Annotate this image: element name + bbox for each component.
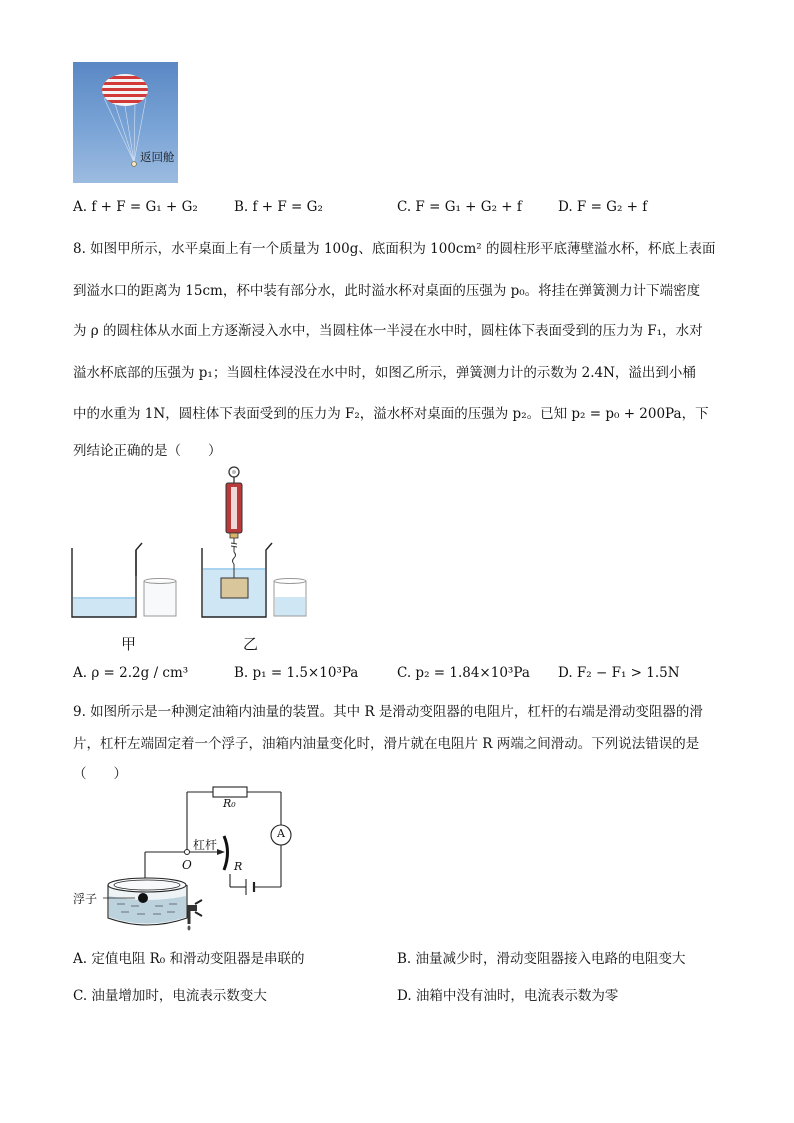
figure-label-yi: 乙	[243, 635, 259, 653]
cylinder-block	[221, 578, 248, 598]
q8-line-5: 中的水重为 1N，圆柱体下表面受到的压力为 F₂，溢水杯对桌面的压强为 p₂。已知 p₂ = p₀ + 200Pa，下	[73, 406, 709, 422]
r0-resistor	[213, 787, 247, 797]
q8-line-4: 溢水杯底部的压强为 p₁；当圆柱体浸没在水中时，如图乙所示，弹簧测力计的示数为 2.4N，溢出到小桶	[73, 365, 696, 381]
q9-line-3: （ ）	[73, 766, 127, 782]
jia-overflow-cup	[72, 543, 142, 617]
q7-option-b: B. f + F = G₂	[234, 199, 323, 215]
capsule-label: 返回舱	[140, 150, 175, 164]
q8-option-a: A. ρ = 2.2g / cm³	[73, 665, 189, 681]
yi-small-bucket	[274, 579, 306, 617]
q8-line-6: 列结论正确的是（ ）	[73, 443, 222, 459]
q7-option-c: C. F = G₁ + G₂ + f	[397, 199, 522, 215]
q8-line-2: 到溢水口的距离为 15cm，杯中装有部分水，此时溢水杯对桌面的压强为 p₀。将挂在弹簧测力计下端密度	[73, 283, 701, 299]
jia-small-bucket	[144, 579, 176, 617]
pivot-label: O	[182, 858, 192, 872]
q8-line-1: 8. 如图甲所示，水平桌面上有一个质量为 100g、底面积为 100cm² 的圆柱形平底薄壁溢水杯，杯底上表面	[73, 241, 716, 257]
float-label: 浮子	[73, 892, 98, 906]
q8-option-d: D. F₂ − F₁ > 1.5N	[558, 665, 680, 681]
q9-option-a: A. 定值电阻 R₀ 和滑动变阻器是串联的	[73, 951, 305, 967]
resistor-r-arc	[224, 836, 228, 870]
ammeter-label: A	[277, 827, 285, 840]
q9-option-c: C. 油量增加时，电流表示数变大	[73, 988, 267, 1004]
float-ball	[138, 893, 148, 903]
q7-option-a: A. f + F = G₁ + G₂	[73, 199, 198, 215]
q8-option-c: C. p₂ = 1.84×10³Pa	[397, 665, 530, 681]
tap-icon	[187, 900, 202, 931]
q8-line-3: 为 ρ 的圆柱体从水面上方逐渐浸入水中，当圆柱体一半浸在水中时，圆柱体下表面受到的压力为 F₁，水对	[73, 323, 703, 339]
battery-icon	[246, 879, 254, 895]
spring-scale	[226, 467, 242, 578]
q9-option-d: D. 油箱中没有油时，电流表示数为零	[397, 988, 619, 1004]
q9-line-2: 片，杠杆左端固定着一个浮子，油箱内油量变化时，滑片就在电阻片 R 两端之间滑动。下列说法错误的是	[73, 736, 700, 752]
oil-tank	[108, 878, 187, 925]
r0-label: R₀	[223, 797, 236, 810]
q9-line-1: 9. 如图所示是一种测定油箱内油量的装置。其中 R 是滑动变阻器的电阻片，杠杆的右端是滑动变阻器的滑	[73, 704, 703, 720]
overflow-cup-figure	[65, 464, 315, 624]
figure-label-jia: 甲	[121, 635, 137, 653]
q7-option-d: D. F = G₂ + f	[558, 199, 648, 215]
lever-label: 杠杆	[193, 838, 218, 852]
q8-option-b: B. p₁ = 1.5×10³Pa	[234, 665, 359, 681]
r-label: R	[234, 860, 243, 873]
q9-option-b: B. 油量减少时，滑动变阻器接入电路的电阻变大	[397, 951, 686, 967]
